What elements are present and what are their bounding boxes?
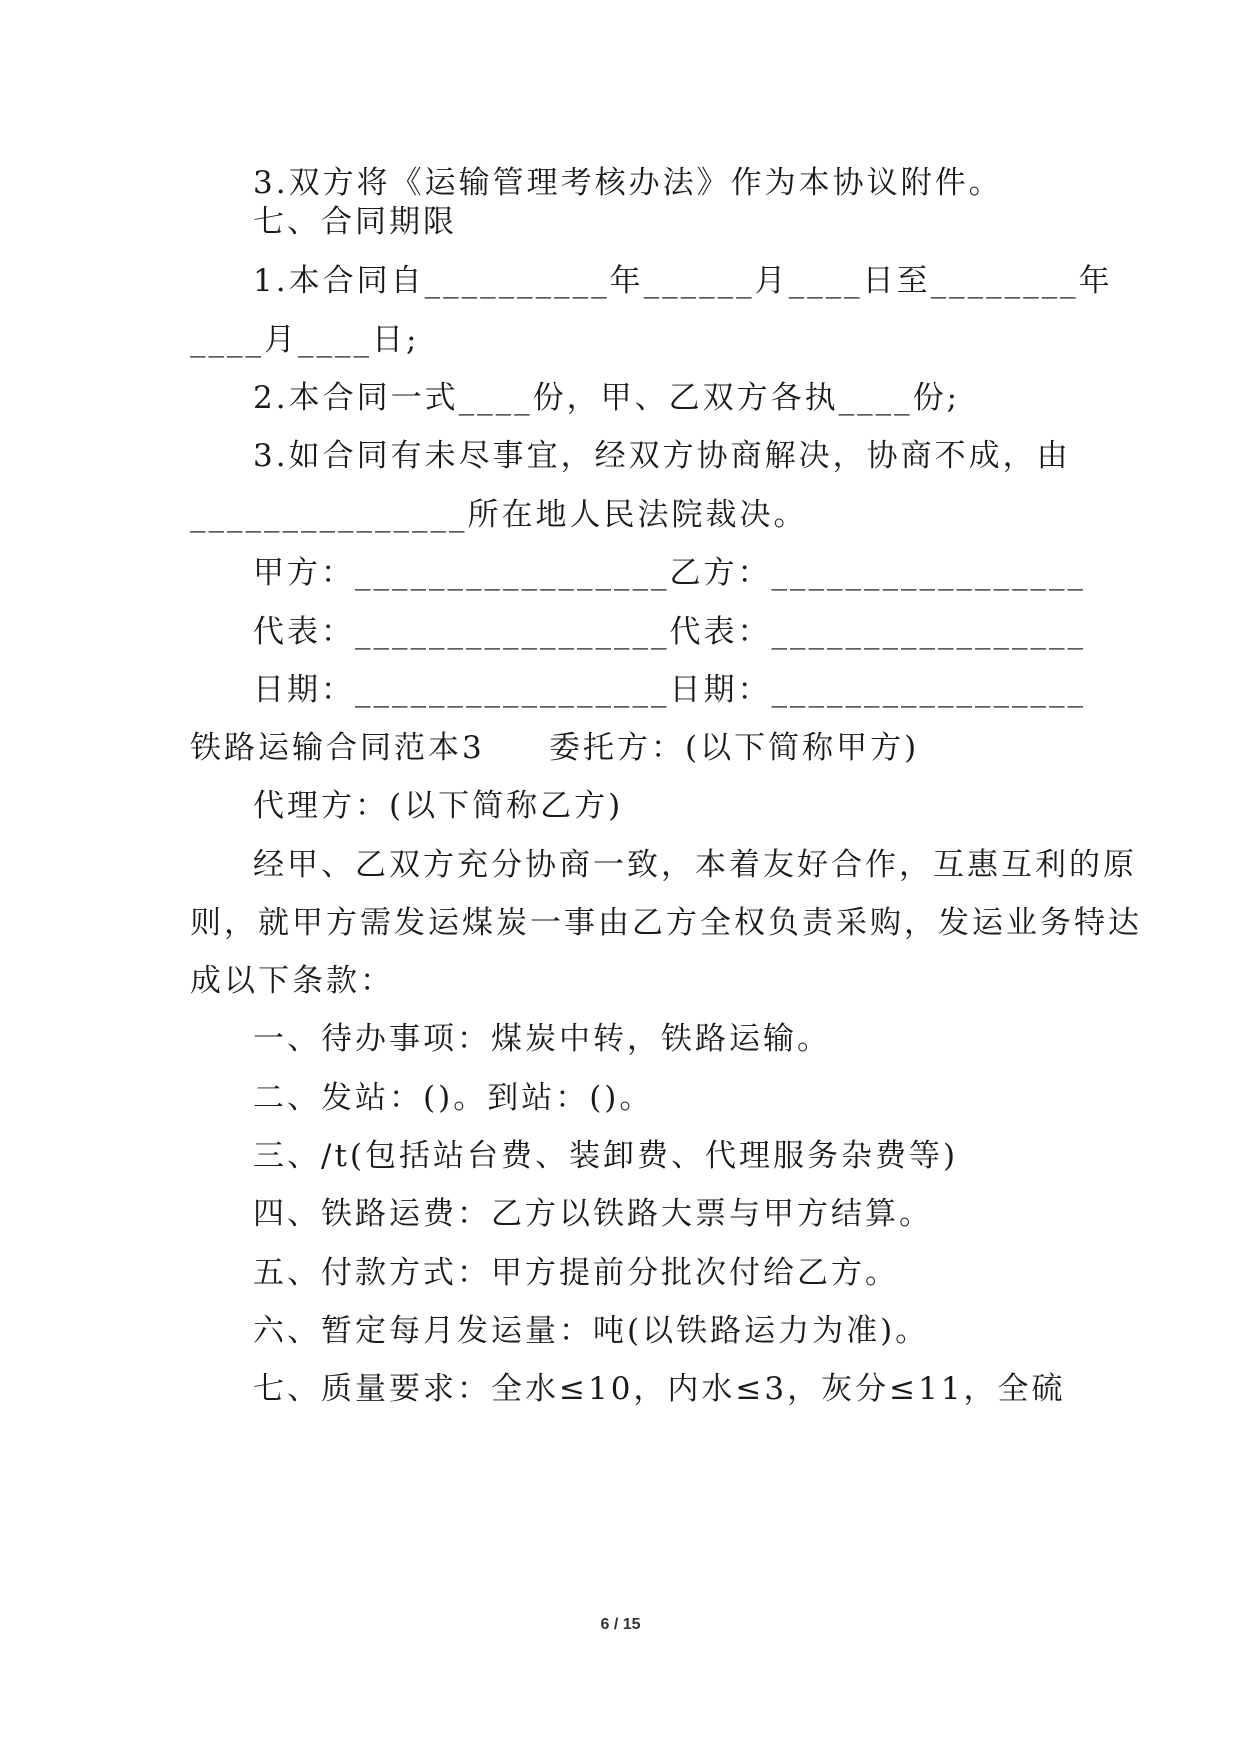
clause-item: 五、付款方式：甲方提前分批次付给乙方。: [253, 1255, 899, 1291]
signature-line-date: 日期：_________________日期：_________________: [253, 672, 1086, 708]
paragraph-line: 1.本合同自__________年______月____日至________年: [253, 263, 1113, 299]
clause-item: 一、待办事项：煤炭中转，铁路运输。: [253, 1021, 831, 1057]
paragraph-line: 则，就甲方需发运煤炭一事由乙方全权负责采购，发运业务特达: [190, 905, 1142, 941]
paragraph-line: _______________所在地人民法院裁决。: [190, 497, 808, 533]
signature-line-representative: 代表：_________________代表：_________________: [253, 614, 1086, 650]
paragraph-line: 经甲、乙双方充分协商一致，本着友好合作，互惠互利的原: [253, 847, 1137, 883]
paragraph-line: 2.本合同一式____份，甲、乙双方各执____份;: [253, 380, 961, 416]
paragraph-line: 成以下条款：: [190, 963, 394, 999]
paragraph-line: 代理方：(以下简称乙方): [253, 788, 624, 824]
clause-item: 四、铁路运费：乙方以铁路大票与甲方结算。: [253, 1196, 933, 1232]
signature-line-party: 甲方：_________________乙方：_________________: [253, 555, 1086, 591]
clause-item: 三、/t(包括站台费、装卸费、代理服务杂费等): [253, 1138, 959, 1174]
clause-item: 七、质量要求：全水≤10，内水≤3，灰分≤11，全硫: [253, 1371, 1066, 1407]
contract-title: 铁路运输合同范本3 委托方：(以下简称甲方): [190, 730, 920, 766]
page-number: 6 / 15: [600, 1616, 641, 1633]
paragraph-line: 3.双方将《运输管理考核办法》作为本协议附件。: [253, 165, 1003, 201]
section-heading: 七、合同期限: [253, 204, 457, 240]
clause-item: 二、发站：()。到站：()。: [253, 1080, 654, 1116]
paragraph-line: ____月____日;: [190, 322, 420, 358]
paragraph-line: 3.如合同有未尽事宜，经双方协商解决，协商不成，由: [253, 438, 1071, 474]
clause-item: 六、暂定每月发运量：吨(以铁路运力为准)。: [253, 1313, 930, 1349]
